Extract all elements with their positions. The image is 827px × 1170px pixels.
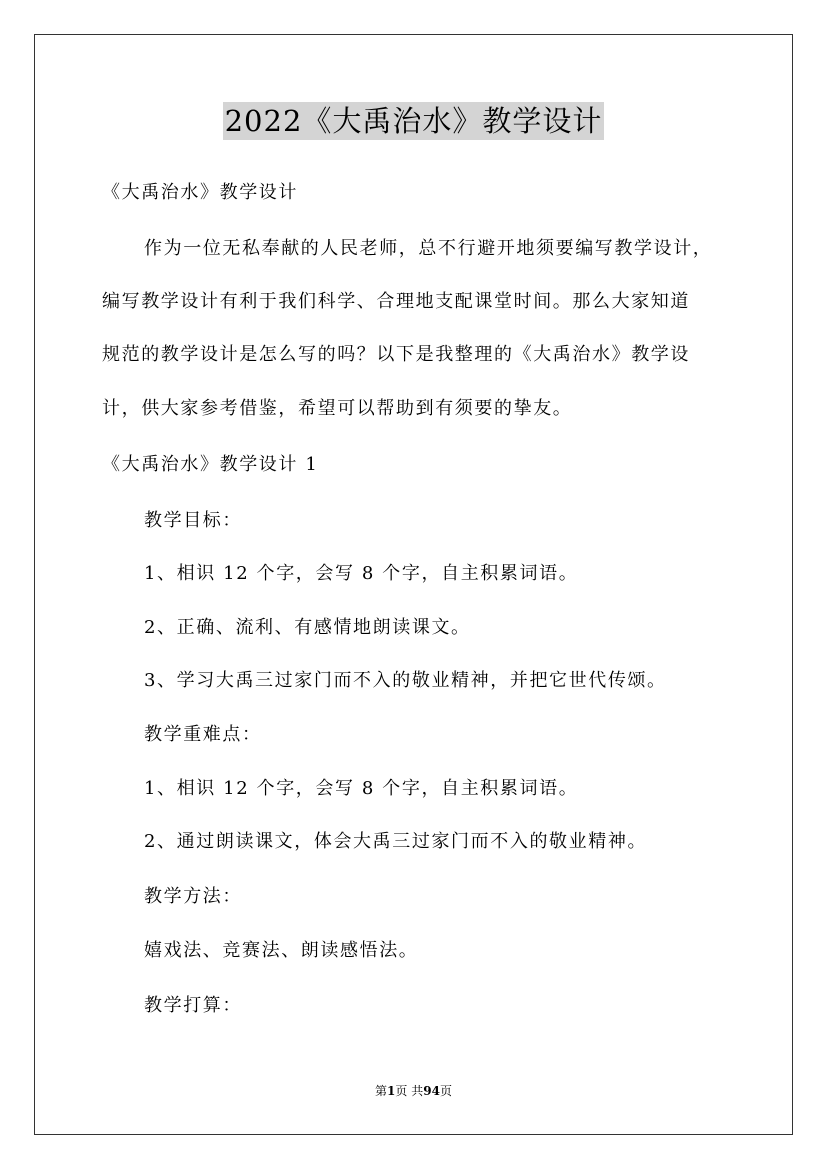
- methods-text: 嬉戏法、竞赛法、朗读感悟法。: [144, 940, 419, 961]
- plan-heading: 教学打算：: [144, 995, 242, 1016]
- key-point-item: 2、通过朗读课文，体会大禹三过家门而不入的敬业精神。: [144, 831, 648, 852]
- key-points-heading: 教学重难点：: [144, 724, 262, 745]
- section-heading: 《大禹治水》教学设计 1: [102, 454, 319, 475]
- intro-line-2: 编写教学设计有利于我们科学、合理地支配课堂时间。那么大家知道: [102, 291, 690, 312]
- total-page-number: 94: [423, 1084, 440, 1098]
- goal-item: 2、正确、流利、有感情地朗读课文。: [144, 617, 471, 638]
- intro-line-3: 规范的教学设计是怎么写的吗？以下是我整理的《大禹治水》教学设: [102, 344, 690, 365]
- goals-heading: 教学目标：: [144, 510, 242, 531]
- goal-item: 3、学习大禹三过家门而不入的敬业精神，并把它世代传颂。: [144, 670, 667, 691]
- intro-line-4: 计，供大家参考借鉴，希望可以帮助到有须要的挚友。: [102, 398, 573, 419]
- methods-heading: 教学方法：: [144, 886, 242, 907]
- key-point-item: 1、相识 12 个字，会写 8 个字，自主积累词语。: [144, 778, 579, 799]
- page-footer: [0, 1083, 827, 1099]
- intro-line-1: 作为一位无私奉献的人民老师，总不行避开地须要编写教学设计，: [144, 238, 713, 259]
- footer-suffix: 页: [439, 1084, 452, 1098]
- footer-prefix: 第: [375, 1084, 388, 1098]
- subtitle: 《大禹治水》教学设计: [102, 182, 298, 203]
- document-title: 2022《大禹治水》教学设计: [224, 104, 603, 138]
- title-container: [0, 102, 827, 140]
- goal-item: 1、相识 12 个字，会写 8 个字，自主积累词语。: [144, 563, 579, 584]
- current-page-number: 1: [387, 1084, 396, 1098]
- footer-mid: 页 共: [395, 1084, 424, 1098]
